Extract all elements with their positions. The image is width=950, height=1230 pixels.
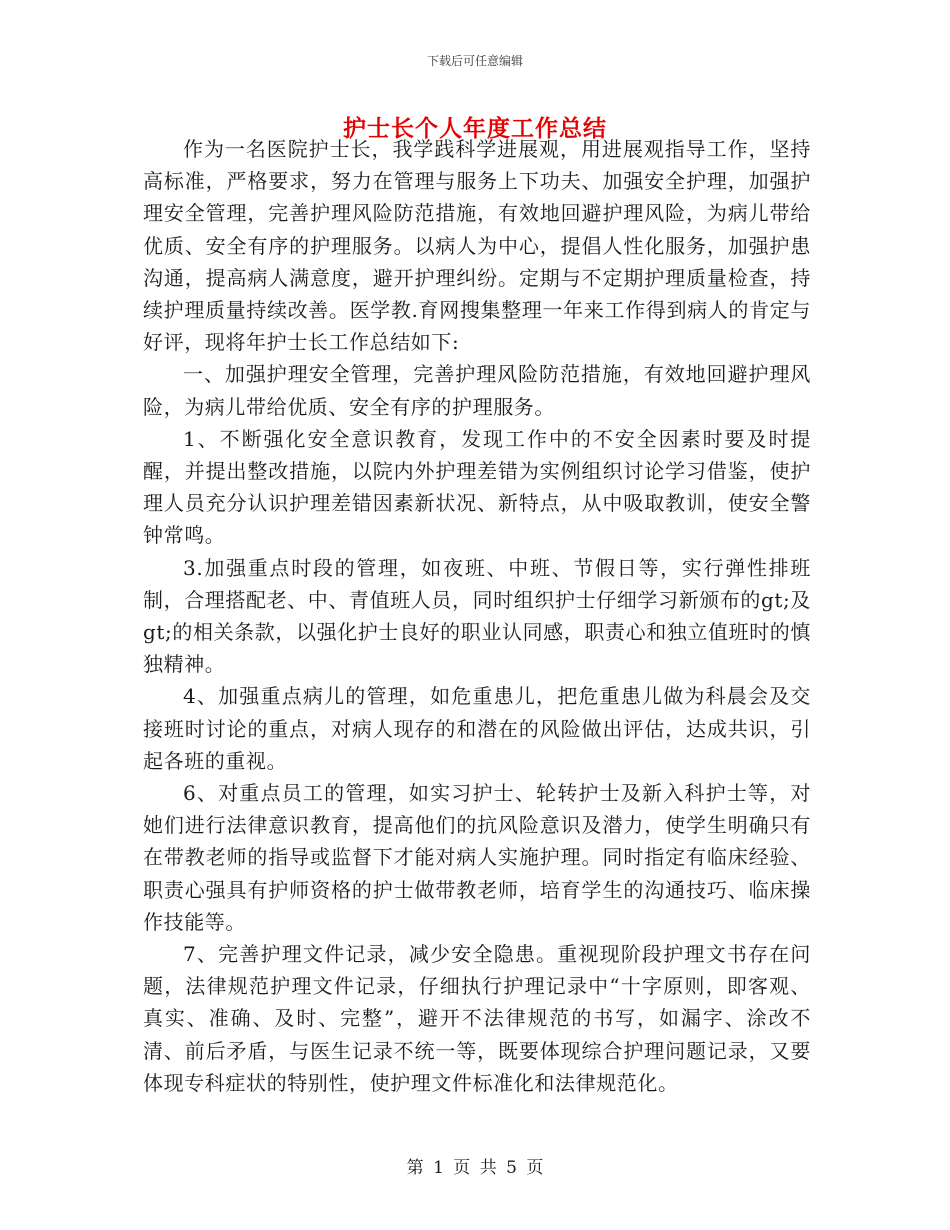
- paragraph-section-1: 一、加强护理安全管理，完善护理风险防范措施，有效地回避护理风险，为病儿带给优质、安全有序的护理服务。: [143, 362, 811, 419]
- paragraph-item-4: 4、加强重点病儿的管理，如危重患儿，把危重患儿做为科晨会及交接班时讨论的重点，对病人现存的和潜在的风险做出评估，达成共识，引起各班的重视。: [143, 684, 811, 773]
- paragraph-item-6: 6、对重点员工的管理，如实习护士、轮转护士及新入科护士等，对她们进行法律意识教育，提高他们的抗风险意识及潜力，使学生明确只有在带教老师的指导或监督下才能对病人实施护理。同时指定有临床经验、职责心强具有护师资格的护士做带教老师，培育学生的沟通技巧、临床操作技能等。: [143, 781, 811, 934]
- paragraph-item-3: 3.加强重点时段的管理，如夜班、中班、节假日等，实行弹性排班制，合理搭配老、中、青值班人员，同时组织护士仔细学习新颁布的gt;及gt;的相关条款，以强化护士良好的职业认同感，职责心和独立值班时的慎独精神。: [143, 555, 811, 677]
- document-body: [143, 133, 811, 1099]
- document-title: 护士长个人年度工作总结: [343, 115, 607, 142]
- header-note: 下载后可任意编辑: [426, 54, 523, 68]
- paragraph-intro: 作为一名医院护士长，我学践科学进展观，用进展观指导工作，坚持高标准，严格要求，努力在管理与服务上下功夫、加强安全护理，加强护理安全管理，完善护理风险防范措施，有效地回避护理风险，为病儿带给优质、安全有序的护理服务。以病人为中心，提倡人性化服务，加强护患沟通，提高病人满意度，避开护理纠纷。定期与不定期护理质量检查，持续护理质量持续改善。医学教.育网搜集整理一年来工作得到病人的肯定与好评，现将年护士长工作总结如下:: [143, 137, 811, 355]
- paragraph-item-7: 7、完善护理文件记录，减少安全隐患。重视现阶段护理文书存在问题，法律规范护理文件记录，仔细执行护理记录中“十字原则，即客观、真实、准确、及时、完整”，避开不法律规范的书写，如漏字、涂改不清、前后矛盾，与医生记录不统一等，既要体现综合护理问题记录，又要体现专科症状的特别性，使护理文件标准化和法律规范化。: [143, 942, 811, 1095]
- paragraph-item-1: 1、不断强化安全意识教育，发现工作中的不安全因素时要及时提醒，并提出整改措施，以院内外护理差错为实例组织讨论学习借鉴，使护理人员充分认识护理差错因素新状况、新特点，从中吸取教训，使安全警钟常鸣。: [143, 426, 811, 548]
- page-number-footer: 第 1 页 共 5 页: [406, 1158, 544, 1178]
